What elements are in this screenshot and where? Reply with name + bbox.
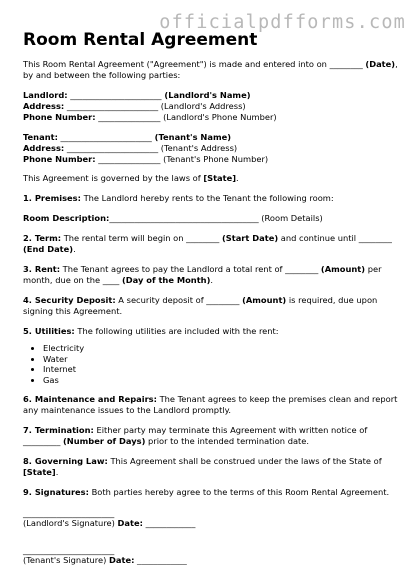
field-label: Phone Number:: [23, 112, 96, 122]
section-termination: [23, 425, 403, 447]
intro-text: This Room Rental Agreement ("Agreement") is made and entered into on ________: [23, 59, 363, 69]
section-text: and continue until ________: [278, 233, 392, 243]
field-label: Address:: [23, 143, 65, 153]
tenant-phone-line: [23, 154, 403, 165]
section-heading: 7. Termination:: [23, 425, 94, 435]
list-item: • Water: [43, 354, 403, 365]
section-text: The Landlord hereby rents to the Tenant the following room:: [80, 193, 334, 203]
section-maintenance: [23, 394, 403, 416]
governing-statement: [23, 173, 403, 184]
list-item: • Electricity: [43, 343, 403, 354]
section-text: A security deposit of ________: [115, 295, 243, 305]
section-text: prior to the intended termination date.: [145, 436, 310, 446]
field-hint: (Tenant's Name): [151, 132, 232, 142]
section-text: .: [73, 244, 76, 254]
document-page: [23, 30, 403, 565]
field-label: Phone Number:: [23, 154, 96, 164]
section-premises: [23, 193, 403, 204]
field-label: Room Description:: [23, 213, 110, 223]
intro-paragraph: [23, 59, 403, 81]
date-label: Date:: [109, 555, 135, 565]
date-line[interactable]: ____________: [142, 518, 196, 528]
field-hint: (Landlord's Name): [161, 90, 251, 100]
signature-label: (Tenant's Signature): [23, 555, 109, 565]
field-label: Address:: [23, 101, 65, 111]
section-text: The Tenant agrees to keep the premises clean and report any maintenance issues to the Landlord promptly.: [23, 394, 398, 415]
section-text: .: [210, 275, 214, 285]
date-label: Date:: [117, 518, 143, 528]
signature-line[interactable]: ______________________: [23, 508, 115, 518]
tenant-name-line: [23, 132, 403, 143]
field-hint: (Room Details): [258, 213, 323, 223]
section-heading: 5. Utilities:: [23, 326, 75, 336]
blank-line[interactable]: ______________________: [64, 143, 159, 153]
landlord-block: [23, 90, 403, 123]
start-date-placeholder: (Start Date): [221, 233, 279, 243]
section-heading: 3. Rent:: [23, 264, 61, 274]
landlord-phone-line: [23, 112, 403, 123]
list-item: • Internet: [43, 364, 403, 375]
blank-line[interactable]: ____________________________________: [109, 213, 259, 223]
governing-text: This Agreement is governed by the laws of: [23, 173, 204, 183]
section-text: The Tenant agrees to pay the Landlord a total rent of ________: [60, 264, 321, 274]
watermark: officialpdfforms.com: [159, 12, 406, 33]
section-security-deposit: [23, 295, 403, 317]
tenant-address-line: [23, 143, 403, 154]
section-text: Either party may terminate this Agreement with written notice of _________: [23, 425, 368, 446]
tenant-signature-block: [23, 545, 403, 565]
field-label: Tenant:: [23, 132, 58, 142]
section-rent: [23, 264, 403, 286]
section-text: is required, due upon signing this Agreement.: [23, 295, 378, 316]
section-text: This Agreement shall be construed under the laws of the State of: [107, 456, 382, 466]
section-heading: 9. Signatures:: [23, 487, 89, 497]
field-hint: (Tenant's Phone Number): [160, 154, 269, 164]
field-hint: (Landlord's Address): [158, 101, 246, 111]
blank-line[interactable]: ______________________: [57, 132, 152, 142]
room-description-line: [23, 213, 403, 224]
amount-placeholder: (Amount): [242, 295, 287, 305]
amount-placeholder: (Amount): [320, 264, 366, 274]
blank-line[interactable]: ______________________: [67, 90, 162, 100]
section-text: Both parties hereby agree to the terms of this Room Rental Agreement.: [88, 487, 390, 497]
signature-label: (Landlord's Signature): [23, 518, 118, 528]
day-placeholder: (Day of the Month): [121, 275, 211, 285]
blank-line[interactable]: _______________: [95, 112, 161, 122]
governing-text-end: .: [236, 173, 239, 183]
document-title: Room Rental Agreement: [23, 30, 258, 50]
date-placeholder: (Date): [365, 59, 396, 69]
landlord-name-line: [23, 90, 403, 101]
intro-text-end: , by and between the following parties:: [23, 59, 398, 80]
landlord-signature-block: [23, 508, 403, 528]
section-text: per month, due on the ____: [23, 264, 382, 285]
utilities-list: [23, 343, 403, 385]
section-text: .: [55, 467, 59, 477]
section-text: The following utilities are included with the rent:: [74, 326, 279, 336]
blank-line[interactable]: _______________: [95, 154, 161, 164]
signature-line[interactable]: ______________________: [23, 545, 115, 555]
state-placeholder: [State]: [203, 173, 237, 183]
days-placeholder: (Number of Days): [62, 436, 146, 446]
section-heading: 2. Term:: [23, 233, 62, 243]
end-date-placeholder: (End Date): [23, 244, 74, 254]
section-heading: 1. Premises:: [23, 193, 81, 203]
state-placeholder: [State]: [23, 467, 56, 477]
section-signatures: [23, 487, 403, 498]
field-label: Landlord:: [23, 90, 68, 100]
section-text: The rental term will begin on ________: [61, 233, 222, 243]
landlord-signature-label: [23, 518, 403, 528]
section-utilities: [23, 326, 403, 337]
landlord-address-line: [23, 101, 403, 112]
field-hint: (Landlord's Phone Number): [160, 112, 277, 122]
tenant-block: [23, 132, 403, 165]
list-item: • Gas: [43, 375, 403, 386]
section-heading: 8. Governing Law:: [23, 456, 108, 466]
section-heading: 6. Maintenance and Repairs:: [23, 394, 157, 404]
section-term: [23, 233, 403, 255]
field-hint: (Tenant's Address): [158, 143, 238, 153]
tenant-signature-label: [23, 555, 403, 565]
section-heading: 4. Security Deposit:: [23, 295, 116, 305]
blank-line[interactable]: ______________________: [64, 101, 159, 111]
date-line[interactable]: ____________: [134, 555, 187, 565]
section-governing-law: [23, 456, 403, 478]
